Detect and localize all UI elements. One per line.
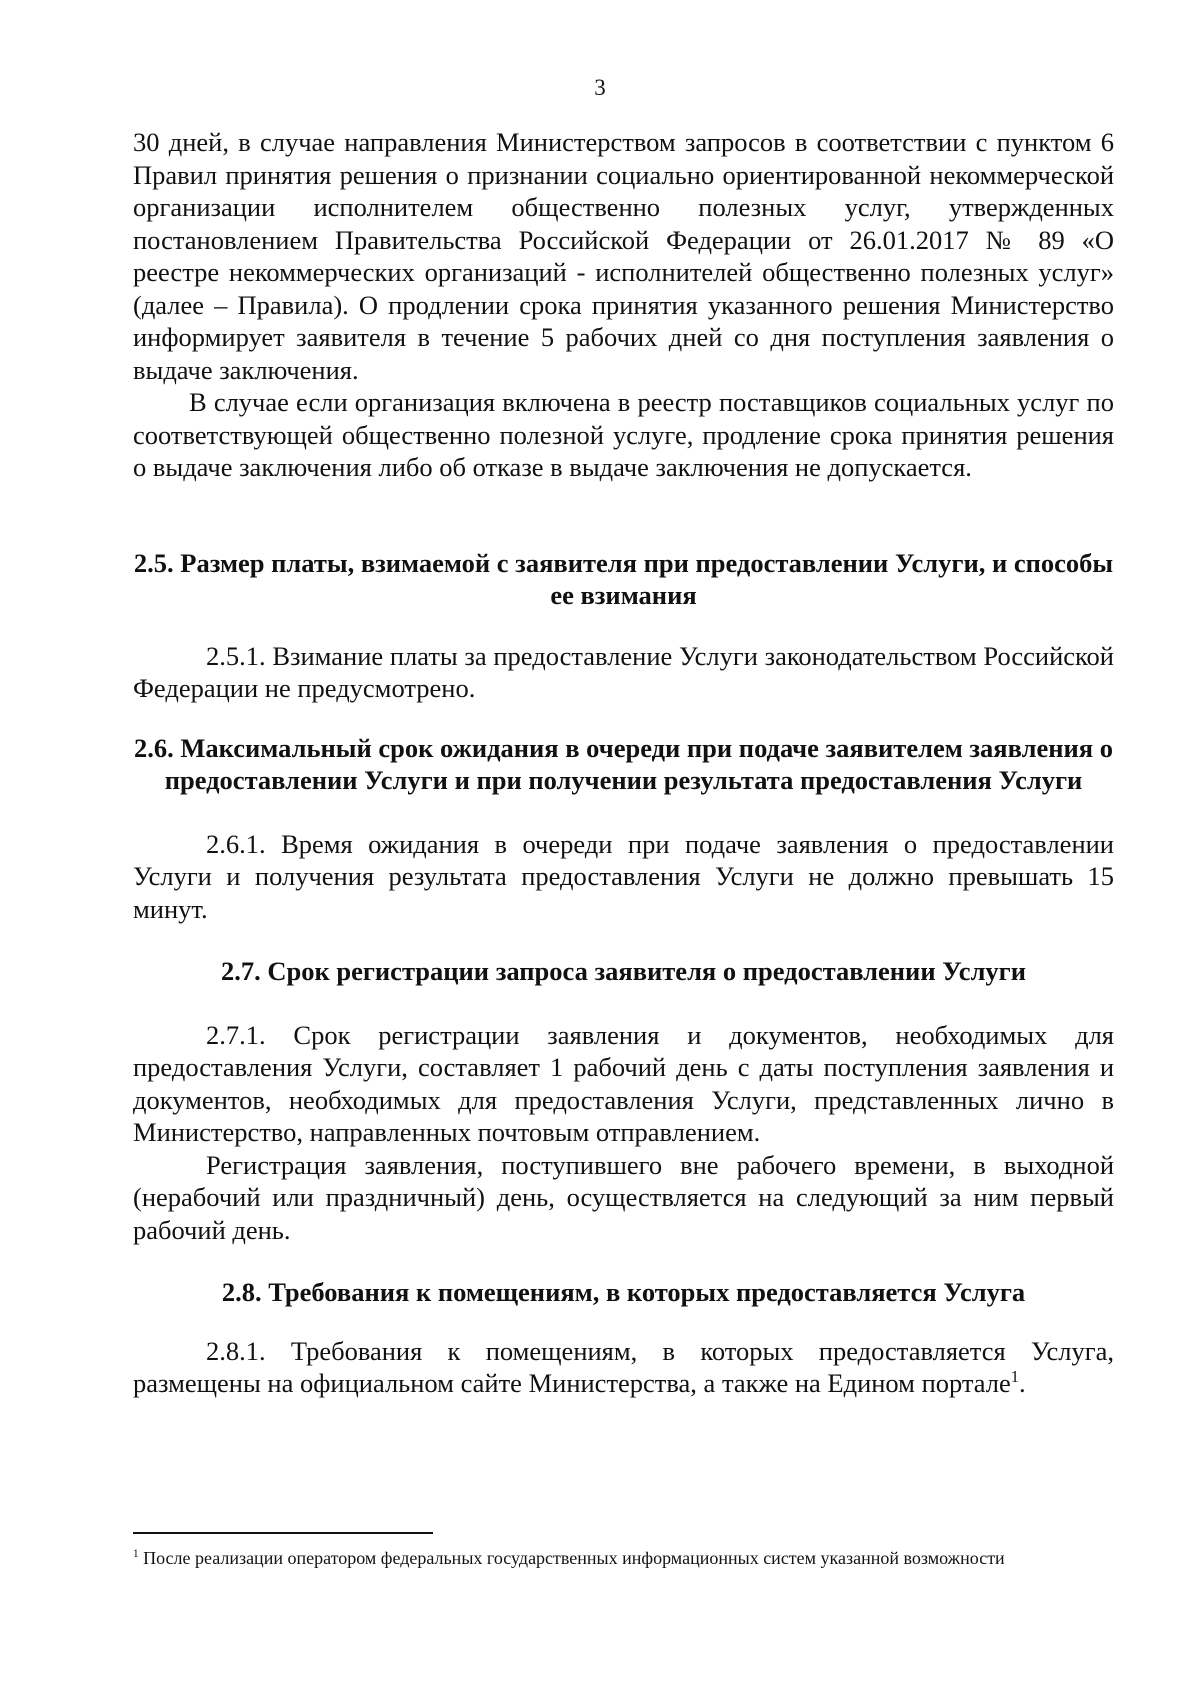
footnote xyxy=(133,1546,1033,1570)
paragraph-2-5-1: 2.5.1. Взимание платы за предоставление Услуги законодательством Российской Федерации не предусмотрено. xyxy=(133,640,1114,703)
paragraph-2-8-1 xyxy=(133,1335,1114,1400)
paragraph-2-6-1: 2.6.1. Время ожидания в очереди при подаче заявления о предоставлении Услуги и получения результата предоставления Услуги не должно превышать 15 минут. xyxy=(133,828,1114,924)
footnote-mark: 1 xyxy=(133,1548,139,1560)
footnote-reference: 1 xyxy=(1010,1367,1020,1387)
paragraph-registry-exception: В случае если организация включена в реестр поставщиков социальных услуг по соответствующей общественно полезной услуге, продление срока принятия решения о выдаче заключения либо об отказе в выдаче заключения не допускается. xyxy=(133,387,1114,482)
heading-section-2-8: 2.8. Требования к помещениям, в которых предоставляется Услуга xyxy=(221,1277,1026,1307)
heading-section-2-6: 2.6. Максимальный срок ожидания в очереди при подаче заявителем заявления о предоставлении Услуги и при получении результата предоставления Услуги xyxy=(134,732,1113,795)
paragraph-2-8-1-text: 2.8.1. Требования к помещениям, в которых предоставляется Услуга, размещены на официальном сайте Министерства, а также на Едином портале xyxy=(133,1335,1114,1398)
paragraph-2-7-registration: Регистрация заявления, поступившего вне рабочего времени, в выходной (нерабочий или праздничный) день, осуществляется на следующий за ним первый рабочий день. xyxy=(133,1149,1114,1245)
footnote-text: После реализации оператором федеральных государственных информационных систем указанной возможности xyxy=(138,1548,1005,1568)
paragraph-2-7-1: 2.7.1. Срок регистрации заявления и документов, необходимых для предоставления Услуги, составляет 1 рабочий день с даты поступления заявления и документов, необходимых для предоставления Услуги, представленных лично в Министерство, направленных почтовым отправлением. xyxy=(133,1019,1114,1147)
heading-section-2-7: 2.7. Срок регистрации запроса заявителя о предоставлении Услуги xyxy=(220,956,1026,986)
page-number: 3 xyxy=(594,75,606,100)
paragraph-deadline-extension: 30 дней, в случае направления Министерством запросов в соответствии с пунктом 6 Правил принятия решения о признании социально ориентированной некоммерческой организации исполнителем общественно полезных услуг, утвержденных постановлением Правительства Российской Федерации от 26.01.2017 № 89 «О реестре некоммерческих организаций - исполнителей общественно полезных услуг» (далее – Правила). О продлении срока принятия указанного решения Министерство информирует заявителя в течение 5 рабочих дней со дня поступления заявления о выдаче заключения. xyxy=(133,127,1114,385)
heading-section-2-5: 2.5. Размер платы, взимаемой с заявителя при предоставлении Услуги, и способы ее взимания xyxy=(133,547,1114,610)
paragraph-2-8-1-end: . xyxy=(1019,1368,1026,1398)
footnote-separator xyxy=(133,1532,433,1534)
document-body xyxy=(133,126,1114,1400)
